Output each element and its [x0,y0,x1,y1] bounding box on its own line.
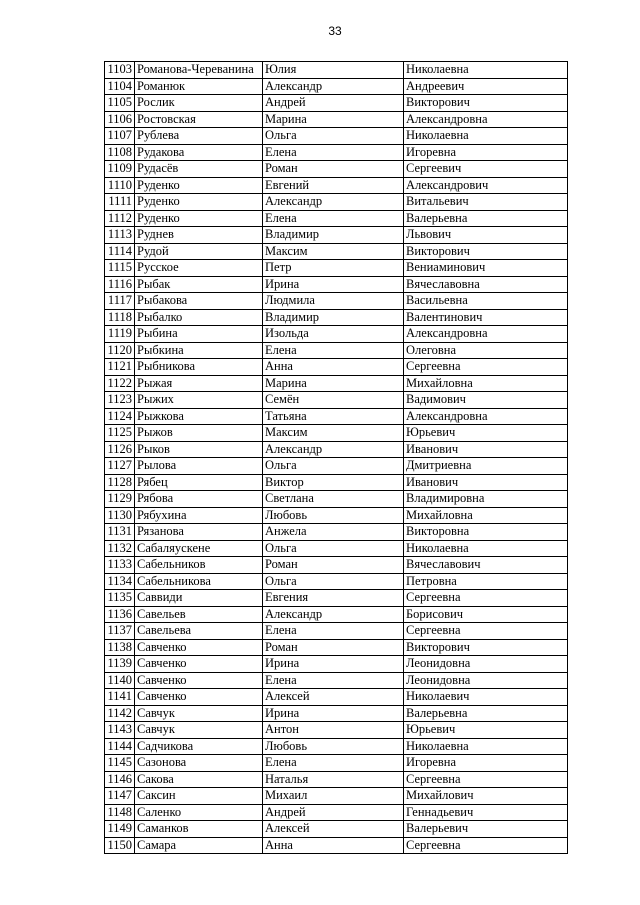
table-row [105,788,568,805]
last-name-cell: Рыжих [135,392,263,409]
row-number-cell: 1135 [105,590,135,607]
row-number-cell: 1104 [105,78,135,95]
table-row [105,507,568,524]
row-number-cell: 1143 [105,722,135,739]
table-row [105,474,568,491]
last-name-cell: Савчук [135,705,263,722]
first-name-cell: Александр [263,441,404,458]
table-row [105,243,568,260]
first-name-cell: Петр [263,260,404,277]
patronymic-cell: Михайловна [404,375,568,392]
table-row [105,309,568,326]
first-name-cell: Марина [263,111,404,128]
patronymic-cell: Игоревна [404,144,568,161]
row-number-cell: 1132 [105,540,135,557]
first-name-cell: Владимир [263,227,404,244]
patronymic-cell: Вячеславовна [404,276,568,293]
table-row [105,491,568,508]
roster-table-body [105,62,568,854]
patronymic-cell: Леонидовна [404,672,568,689]
row-number-cell: 1122 [105,375,135,392]
first-name-cell: Семён [263,392,404,409]
patronymic-cell: Васильевна [404,293,568,310]
first-name-cell: Ольга [263,458,404,475]
last-name-cell: Сабаляускене [135,540,263,557]
first-name-cell: Владимир [263,309,404,326]
patronymic-cell: Александровна [404,111,568,128]
table-row [105,639,568,656]
table-row [105,837,568,854]
row-number-cell: 1126 [105,441,135,458]
patronymic-cell: Сергеевна [404,771,568,788]
patronymic-cell: Петровна [404,573,568,590]
table-row [105,260,568,277]
last-name-cell: Рябова [135,491,263,508]
first-name-cell: Роман [263,557,404,574]
row-number-cell: 1107 [105,128,135,145]
row-number-cell: 1146 [105,771,135,788]
first-name-cell: Алексей [263,821,404,838]
table-row [105,557,568,574]
patronymic-cell: Михайловна [404,507,568,524]
patronymic-cell: Александровна [404,408,568,425]
table-row [105,392,568,409]
patronymic-cell: Сергеевна [404,359,568,376]
row-number-cell: 1119 [105,326,135,343]
first-name-cell: Любовь [263,507,404,524]
row-number-cell: 1112 [105,210,135,227]
table-row [105,441,568,458]
last-name-cell: Рыжкова [135,408,263,425]
row-number-cell: 1108 [105,144,135,161]
patronymic-cell: Львович [404,227,568,244]
table-row [105,804,568,821]
first-name-cell: Елена [263,210,404,227]
first-name-cell: Ирина [263,276,404,293]
patronymic-cell: Иванович [404,441,568,458]
table-row [105,342,568,359]
first-name-cell: Роман [263,161,404,178]
table-row [105,689,568,706]
row-number-cell: 1124 [105,408,135,425]
first-name-cell: Андрей [263,804,404,821]
first-name-cell: Максим [263,425,404,442]
last-name-cell: Рослик [135,95,263,112]
first-name-cell: Андрей [263,95,404,112]
last-name-cell: Русское [135,260,263,277]
last-name-cell: Рыбакова [135,293,263,310]
table-row [105,194,568,211]
patronymic-cell: Николаевна [404,62,568,79]
last-name-cell: Рудакова [135,144,263,161]
table-row [105,128,568,145]
row-number-cell: 1110 [105,177,135,194]
first-name-cell: Людмила [263,293,404,310]
first-name-cell: Ольга [263,128,404,145]
first-name-cell: Любовь [263,738,404,755]
first-name-cell: Антон [263,722,404,739]
table-row [105,95,568,112]
table-row [105,738,568,755]
first-name-cell: Анна [263,837,404,854]
patronymic-cell: Николаевна [404,738,568,755]
first-name-cell: Александр [263,194,404,211]
first-name-cell: Анна [263,359,404,376]
first-name-cell: Евгения [263,590,404,607]
table-row [105,78,568,95]
row-number-cell: 1117 [105,293,135,310]
first-name-cell: Елена [263,342,404,359]
row-number-cell: 1109 [105,161,135,178]
first-name-cell: Елена [263,672,404,689]
patronymic-cell: Юрьевич [404,425,568,442]
last-name-cell: Саксин [135,788,263,805]
first-name-cell: Елена [263,623,404,640]
patronymic-cell: Николаевна [404,540,568,557]
row-number-cell: 1133 [105,557,135,574]
patronymic-cell: Андреевич [404,78,568,95]
page-number: 33 [328,24,342,38]
row-number-cell: 1137 [105,623,135,640]
last-name-cell: Савченко [135,656,263,673]
last-name-cell: Руденко [135,194,263,211]
last-name-cell: Рябец [135,474,263,491]
last-name-cell: Рыбина [135,326,263,343]
patronymic-cell: Викторовна [404,524,568,541]
patronymic-cell: Валерьевич [404,821,568,838]
table-row [105,771,568,788]
row-number-cell: 1148 [105,804,135,821]
last-name-cell: Савельева [135,623,263,640]
row-number-cell: 1141 [105,689,135,706]
first-name-cell: Изольда [263,326,404,343]
last-name-cell: Рудасёв [135,161,263,178]
table-row [105,573,568,590]
table-row [105,62,568,79]
patronymic-cell: Витальевич [404,194,568,211]
patronymic-cell: Вениаминович [404,260,568,277]
patronymic-cell: Николаевна [404,128,568,145]
table-row [105,425,568,442]
last-name-cell: Ростовская [135,111,263,128]
patronymic-cell: Александровна [404,326,568,343]
table-row [105,161,568,178]
last-name-cell: Руденко [135,177,263,194]
row-number-cell: 1145 [105,755,135,772]
roster-table [104,61,568,854]
table-row [105,705,568,722]
table-row [105,293,568,310]
patronymic-cell: Валентинович [404,309,568,326]
patronymic-cell: Сергеевна [404,623,568,640]
row-number-cell: 1116 [105,276,135,293]
patronymic-cell: Владимировна [404,491,568,508]
patronymic-cell: Викторович [404,639,568,656]
table-row [105,210,568,227]
row-number-cell: 1138 [105,639,135,656]
table-row [105,590,568,607]
row-number-cell: 1144 [105,738,135,755]
last-name-cell: Сазонова [135,755,263,772]
last-name-cell: Самара [135,837,263,854]
first-name-cell: Александр [263,606,404,623]
first-name-cell: Ольга [263,540,404,557]
last-name-cell: Сакова [135,771,263,788]
row-number-cell: 1114 [105,243,135,260]
first-name-cell: Наталья [263,771,404,788]
row-number-cell: 1130 [105,507,135,524]
patronymic-cell: Михайлович [404,788,568,805]
table-row [105,755,568,772]
patronymic-cell: Сергеевич [404,161,568,178]
last-name-cell: Рыков [135,441,263,458]
first-name-cell: Ирина [263,705,404,722]
table-row [105,821,568,838]
first-name-cell: Юлия [263,62,404,79]
row-number-cell: 1129 [105,491,135,508]
table-row [105,722,568,739]
last-name-cell: Руднев [135,227,263,244]
row-number-cell: 1120 [105,342,135,359]
last-name-cell: Рябухина [135,507,263,524]
row-number-cell: 1111 [105,194,135,211]
first-name-cell: Алексей [263,689,404,706]
table-row [105,177,568,194]
last-name-cell: Саманков [135,821,263,838]
first-name-cell: Елена [263,755,404,772]
last-name-cell: Сабельникова [135,573,263,590]
last-name-cell: Савчук [135,722,263,739]
row-number-cell: 1123 [105,392,135,409]
first-name-cell: Марина [263,375,404,392]
table-row [105,672,568,689]
last-name-cell: Рыбникова [135,359,263,376]
last-name-cell: Сабельников [135,557,263,574]
patronymic-cell: Дмитриевна [404,458,568,475]
first-name-cell: Светлана [263,491,404,508]
last-name-cell: Рыбак [135,276,263,293]
first-name-cell: Максим [263,243,404,260]
table-row [105,656,568,673]
patronymic-cell: Вячеславович [404,557,568,574]
last-name-cell: Рыбалко [135,309,263,326]
patronymic-cell: Борисович [404,606,568,623]
row-number-cell: 1121 [105,359,135,376]
table-row [105,606,568,623]
table-row [105,144,568,161]
first-name-cell: Ольга [263,573,404,590]
last-name-cell: Савельев [135,606,263,623]
row-number-cell: 1150 [105,837,135,854]
table-row [105,524,568,541]
last-name-cell: Рыжов [135,425,263,442]
row-number-cell: 1127 [105,458,135,475]
row-number-cell: 1140 [105,672,135,689]
row-number-cell: 1142 [105,705,135,722]
first-name-cell: Виктор [263,474,404,491]
table-row [105,326,568,343]
row-number-cell: 1103 [105,62,135,79]
first-name-cell: Елена [263,144,404,161]
last-name-cell: Рылова [135,458,263,475]
last-name-cell: Романюк [135,78,263,95]
row-number-cell: 1136 [105,606,135,623]
patronymic-cell: Сергеевна [404,837,568,854]
patronymic-cell: Вадимович [404,392,568,409]
last-name-cell: Рудой [135,243,263,260]
patronymic-cell: Валерьевна [404,705,568,722]
patronymic-cell: Викторович [404,95,568,112]
last-name-cell: Рязанова [135,524,263,541]
row-number-cell: 1128 [105,474,135,491]
table-row [105,227,568,244]
row-number-cell: 1105 [105,95,135,112]
last-name-cell: Руденко [135,210,263,227]
table-row [105,111,568,128]
first-name-cell: Михаил [263,788,404,805]
last-name-cell: Савченко [135,672,263,689]
first-name-cell: Анжела [263,524,404,541]
row-number-cell: 1125 [105,425,135,442]
first-name-cell: Ирина [263,656,404,673]
patronymic-cell: Геннадьевич [404,804,568,821]
last-name-cell: Рублева [135,128,263,145]
patronymic-cell: Викторович [404,243,568,260]
patronymic-cell: Леонидовна [404,656,568,673]
row-number-cell: 1149 [105,821,135,838]
patronymic-cell: Александрович [404,177,568,194]
table-row [105,623,568,640]
last-name-cell: Савченко [135,689,263,706]
table-row [105,540,568,557]
row-number-cell: 1113 [105,227,135,244]
table-row [105,276,568,293]
patronymic-cell: Игоревна [404,755,568,772]
row-number-cell: 1134 [105,573,135,590]
row-number-cell: 1139 [105,656,135,673]
last-name-cell: Саввиди [135,590,263,607]
patronymic-cell: Иванович [404,474,568,491]
patronymic-cell: Сергеевна [404,590,568,607]
first-name-cell: Роман [263,639,404,656]
last-name-cell: Савченко [135,639,263,656]
first-name-cell: Евгений [263,177,404,194]
first-name-cell: Александр [263,78,404,95]
table-row [105,458,568,475]
row-number-cell: 1147 [105,788,135,805]
patronymic-cell: Олеговна [404,342,568,359]
last-name-cell: Садчикова [135,738,263,755]
table-row [105,375,568,392]
patronymic-cell: Николаевич [404,689,568,706]
row-number-cell: 1131 [105,524,135,541]
row-number-cell: 1118 [105,309,135,326]
table-row [105,359,568,376]
last-name-cell: Рыжая [135,375,263,392]
first-name-cell: Татьяна [263,408,404,425]
table-row [105,408,568,425]
row-number-cell: 1115 [105,260,135,277]
row-number-cell: 1106 [105,111,135,128]
patronymic-cell: Валерьевна [404,210,568,227]
last-name-cell: Рыбкина [135,342,263,359]
patronymic-cell: Юрьевич [404,722,568,739]
last-name-cell: Романова-Череванина [135,62,263,79]
last-name-cell: Саленко [135,804,263,821]
